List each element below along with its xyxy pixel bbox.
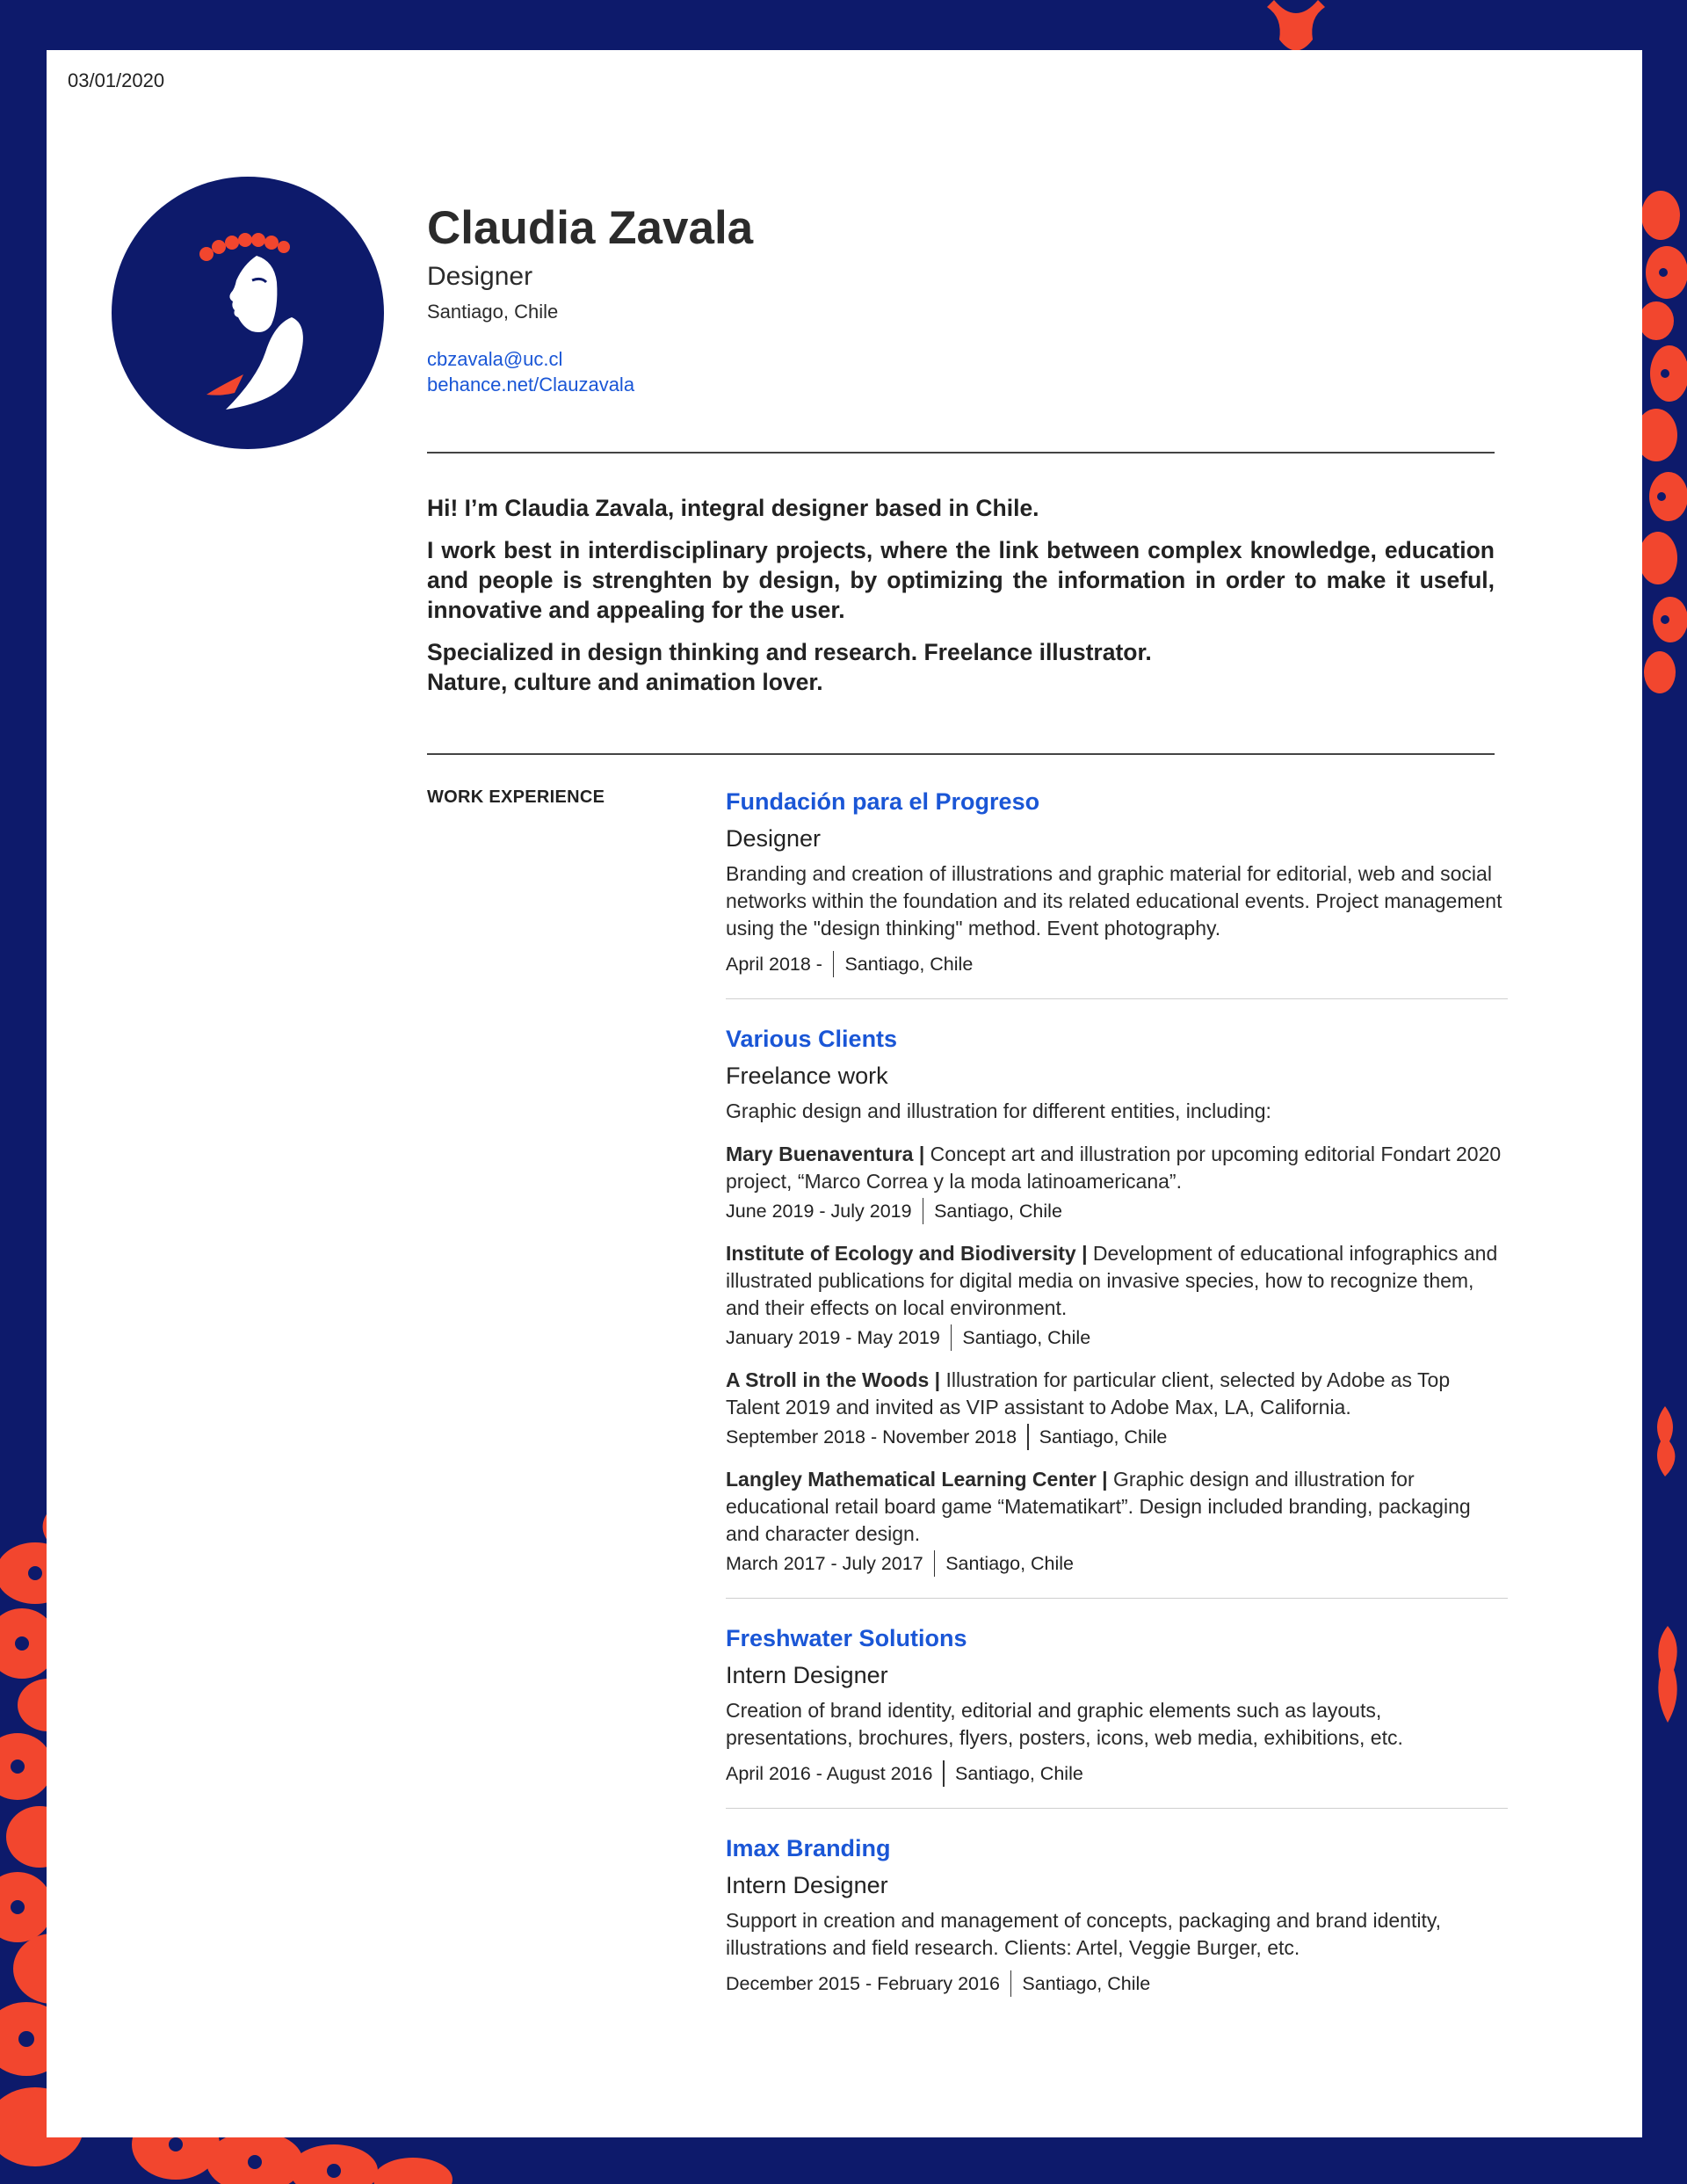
intro-specialty-line1: Specialized in design thinking and research. Freelance illustrator. [427, 639, 1152, 665]
section-label-work-experience: WORK EXPERIENCE [427, 787, 605, 807]
job-location: Santiago, Chile [954, 1762, 1083, 1784]
client-location: Santiago, Chile [934, 1200, 1062, 1222]
client-description [726, 1466, 1508, 1548]
candidate-name: Claudia Zavala [427, 202, 754, 254]
client-description [726, 1240, 1508, 1322]
client-meta [726, 1198, 1508, 1224]
candidate-role: Designer [427, 262, 533, 291]
client-name: Institute of Ecology and Biodiversity | [726, 1242, 1088, 1265]
work-experience-list [726, 787, 1508, 2043]
header [427, 202, 1499, 397]
resume-page [47, 50, 1642, 2137]
intro-greeting: Hi! I’m Claudia Zavala, integral designer based in Chile. [427, 495, 1039, 521]
client-name: A Stroll in the Woods | [726, 1368, 941, 1391]
client-meta [726, 1324, 1508, 1351]
meta-separator [951, 1324, 952, 1351]
client-location: Santiago, Chile [962, 1326, 1091, 1348]
portrait-illustration [112, 177, 384, 449]
job-title: Freelance work [726, 1063, 888, 1089]
divider-middle [427, 753, 1495, 755]
client-entry [726, 1240, 1508, 1351]
intro-body: I work best in interdisciplinary projects, where the link between complex knowledge, education and people is strenghten by design, by optimizing the information in order to make it useful, innovative and appealing for the user. [427, 537, 1495, 623]
client-location: Santiago, Chile [1039, 1426, 1168, 1448]
client-entry [726, 1367, 1508, 1450]
client-meta [726, 1550, 1508, 1577]
job-title: Designer [726, 825, 822, 852]
client-name: Mary Buenaventura | [726, 1143, 925, 1165]
job-description: Branding and creation of illustrations and graphic material for editorial, web and social networks within the foundation and its related educational events. Project management using the "design thinking" method. Event photography. [726, 862, 1502, 940]
meta-separator [1010, 1970, 1012, 1997]
job-entry [726, 787, 1508, 999]
meta-separator [943, 1760, 945, 1787]
job-dates: April 2016 - August 2016 [726, 1762, 933, 1784]
job-dates: April 2018 - [726, 953, 822, 975]
intro-specialty-line2: Nature, culture and animation lover. [427, 669, 823, 695]
client-dates: September 2018 - November 2018 [726, 1426, 1017, 1448]
job-company: Imax Branding [726, 1835, 891, 1861]
job-description: Graphic design and illustration for different entities, including: [726, 1099, 1271, 1122]
client-text: Graphic design and illustration for educational retail board game “Matematikart”. Design included branding, packaging and character design. [726, 1468, 1471, 1545]
website-link[interactable]: behance.net/Clauzavala [427, 374, 635, 395]
job-company: Fundación para el Progreso [726, 788, 1040, 815]
job-meta [726, 1760, 1508, 1787]
meta-separator [833, 951, 835, 977]
client-entry [726, 1466, 1508, 1577]
job-title: Intern Designer [726, 1662, 888, 1688]
job-dates: December 2015 - February 2016 [726, 1972, 1000, 1994]
job-meta [726, 1970, 1508, 1997]
meta-separator [1027, 1424, 1029, 1450]
meta-separator [934, 1550, 936, 1577]
job-meta [726, 951, 1508, 977]
job-location: Santiago, Chile [1022, 1972, 1151, 1994]
contact-links [427, 346, 1499, 397]
client-entry [726, 1141, 1508, 1224]
job-location: Santiago, Chile [844, 953, 974, 975]
client-text: Illustration for particular client, selected by Adobe as Top Talent 2019 and invited as VIP assistant to Adobe Max, LA, California. [726, 1368, 1451, 1419]
job-entry [726, 1833, 1508, 2018]
job-title: Intern Designer [726, 1872, 888, 1898]
client-description [726, 1367, 1508, 1421]
job-entry [726, 1024, 1508, 1599]
job-entry [726, 1623, 1508, 1809]
meta-separator [923, 1198, 924, 1224]
intro-summary [427, 493, 1495, 709]
client-dates: June 2019 - July 2019 [726, 1200, 912, 1222]
client-text: Concept art and illustration por upcoming editorial Fondart 2020 project, “Marco Correa y la moda latinoamericana”. [726, 1143, 1502, 1193]
job-company: Freshwater Solutions [726, 1625, 967, 1651]
job-description: Creation of brand identity, editorial and graphic elements such as layouts, presentations, brochures, flyers, posters, icons, web media, exhibitions, etc. [726, 1699, 1403, 1749]
client-meta [726, 1424, 1508, 1450]
client-location: Santiago, Chile [945, 1552, 1075, 1574]
client-dates: March 2017 - July 2017 [726, 1552, 923, 1574]
client-dates: January 2019 - May 2019 [726, 1326, 940, 1348]
floral-decoration-right-lower [1643, 1406, 1687, 1723]
candidate-location: Santiago, Chile [427, 301, 559, 323]
intro-specialty [427, 637, 1495, 697]
job-description: Support in creation and management of concepts, packaging and brand identity, illustrations and field research. Clients: Artel, Veggie Burger, etc. [726, 1909, 1442, 1959]
job-company: Various Clients [726, 1026, 898, 1052]
client-text: Development of educational infographics and illustrated publications for digital media on invasive species, how to recognize them, and their effects on local environment. [726, 1242, 1498, 1319]
divider-top [427, 452, 1495, 453]
client-name: Langley Mathematical Learning Center | [726, 1468, 1108, 1491]
email-link[interactable]: cbzavala@uc.cl [427, 348, 563, 370]
client-description [726, 1141, 1508, 1195]
document-date: 03/01/2020 [68, 69, 165, 91]
